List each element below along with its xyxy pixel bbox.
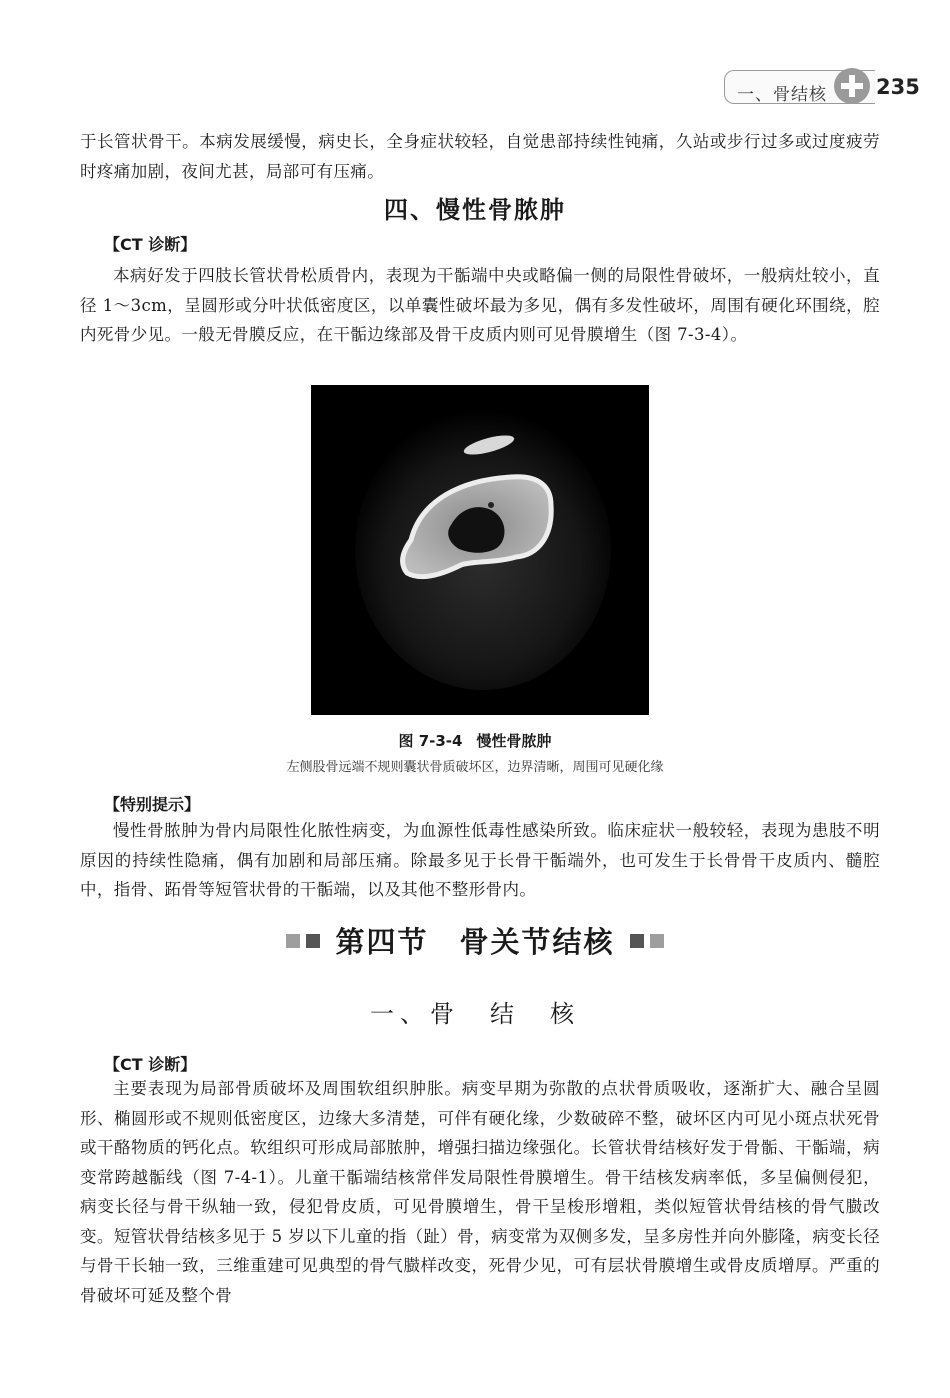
figure-title: 慢性骨脓肿 [476, 732, 552, 750]
header-title: 一、骨结核 [737, 85, 827, 105]
figure-caption [0, 730, 950, 751]
figure-description: 左侧股骨远端不规则囊状骨质破坏区，边界清晰，周围可见硬化缘 [286, 760, 664, 775]
ct-scan-illustration [311, 385, 649, 715]
subsection-title: 一、骨 结 核 [370, 1000, 580, 1028]
decor-square [650, 934, 664, 948]
ct-scan-image [311, 385, 649, 715]
decor-square [286, 934, 300, 948]
section-title-text: 第四节 骨关节结核 [335, 925, 615, 959]
section-heading: 四、慢性骨脓肿 [384, 195, 566, 224]
decor-square [306, 934, 320, 948]
running-header [724, 68, 944, 110]
intro-paragraph: 于长管状骨干。本病发展缓慢，病史长，全身症状较轻，自觉患部持续性钝痛，久站或步行过多或过度疲劳时疼痛加剧，夜间尤甚，局部可有压痛。 [80, 132, 880, 181]
body-paragraph: 本病好发于四肢长管状骨松质骨内，表现为干骺端中央或略偏一侧的局限性骨破坏，一般病灶较小，直径 1～3cm，呈圆形或分叶状低密度区，以单囊性破坏最为多见，偶有多发性破坏，周围有硬化环围绕，腔内死骨少见。一般无骨膜反应，在干骺边缘部及骨干皮质内则可见骨膜增生（图 7-3-4）。 [80, 266, 880, 344]
decor-square [630, 934, 644, 948]
section-title [0, 920, 950, 961]
page-number: 235 [876, 75, 920, 99]
figure-number: 图 7-3-4 [398, 732, 463, 750]
ct-diagnosis-tag: 【CT 诊断】 [104, 235, 197, 254]
special-tip-tag: 【特别提示】 [104, 795, 201, 814]
medical-cross-icon [834, 68, 870, 104]
tb-paragraph: 主要表现为局部骨质破坏及周围软组织肿胀。病变早期为弥散的点状骨质吸收，逐渐扩大、融合呈圆形、椭圆形或不规则低密度区，边缘大多清楚，可伴有硬化缘，少数破碎不整，破坏区内可见小斑点状死骨或干酪物质的钙化点。软组织可形成局部脓肿，增强扫描边缘强化。长管状骨结核好发于骨骺、干骺端，病变常跨越骺线（图 7-4-1）。儿童干骺端结核常伴发局限性骨膜增生。骨干结核发病率低，多呈偏侧侵犯，病变长径与骨干纵轴一致，侵犯骨皮质，可见骨膜增生，骨干呈梭形增粗，类似短管状骨结核的骨气臌改变。短管状骨结核多见于 5 岁以下儿童的指（趾）骨，病变常为双侧多发，呈多房性并向外膨隆，病变长径与骨干长轴一致，三维重建可见典型的骨气臌样改变，死骨少见，可有层状骨膜增生或骨皮质增厚。严重的骨破坏可延及整个骨 [80, 1079, 880, 1305]
special-tip-paragraph: 慢性骨脓肿为骨内局限性化脓性病变，为血源性低毒性感染所致。临床症状一般较轻，表现为患肢不明原因的持续性隐痛，偶有加剧和局部压痛。除最多见于长骨干骺端外，也可发生于长骨骨干皮质内、髓腔中，指骨、跖骨等短管状骨的干骺端，以及其他不整形骨内。 [80, 821, 880, 899]
ct-diagnosis-tag-2: 【CT 诊断】 [104, 1055, 197, 1074]
